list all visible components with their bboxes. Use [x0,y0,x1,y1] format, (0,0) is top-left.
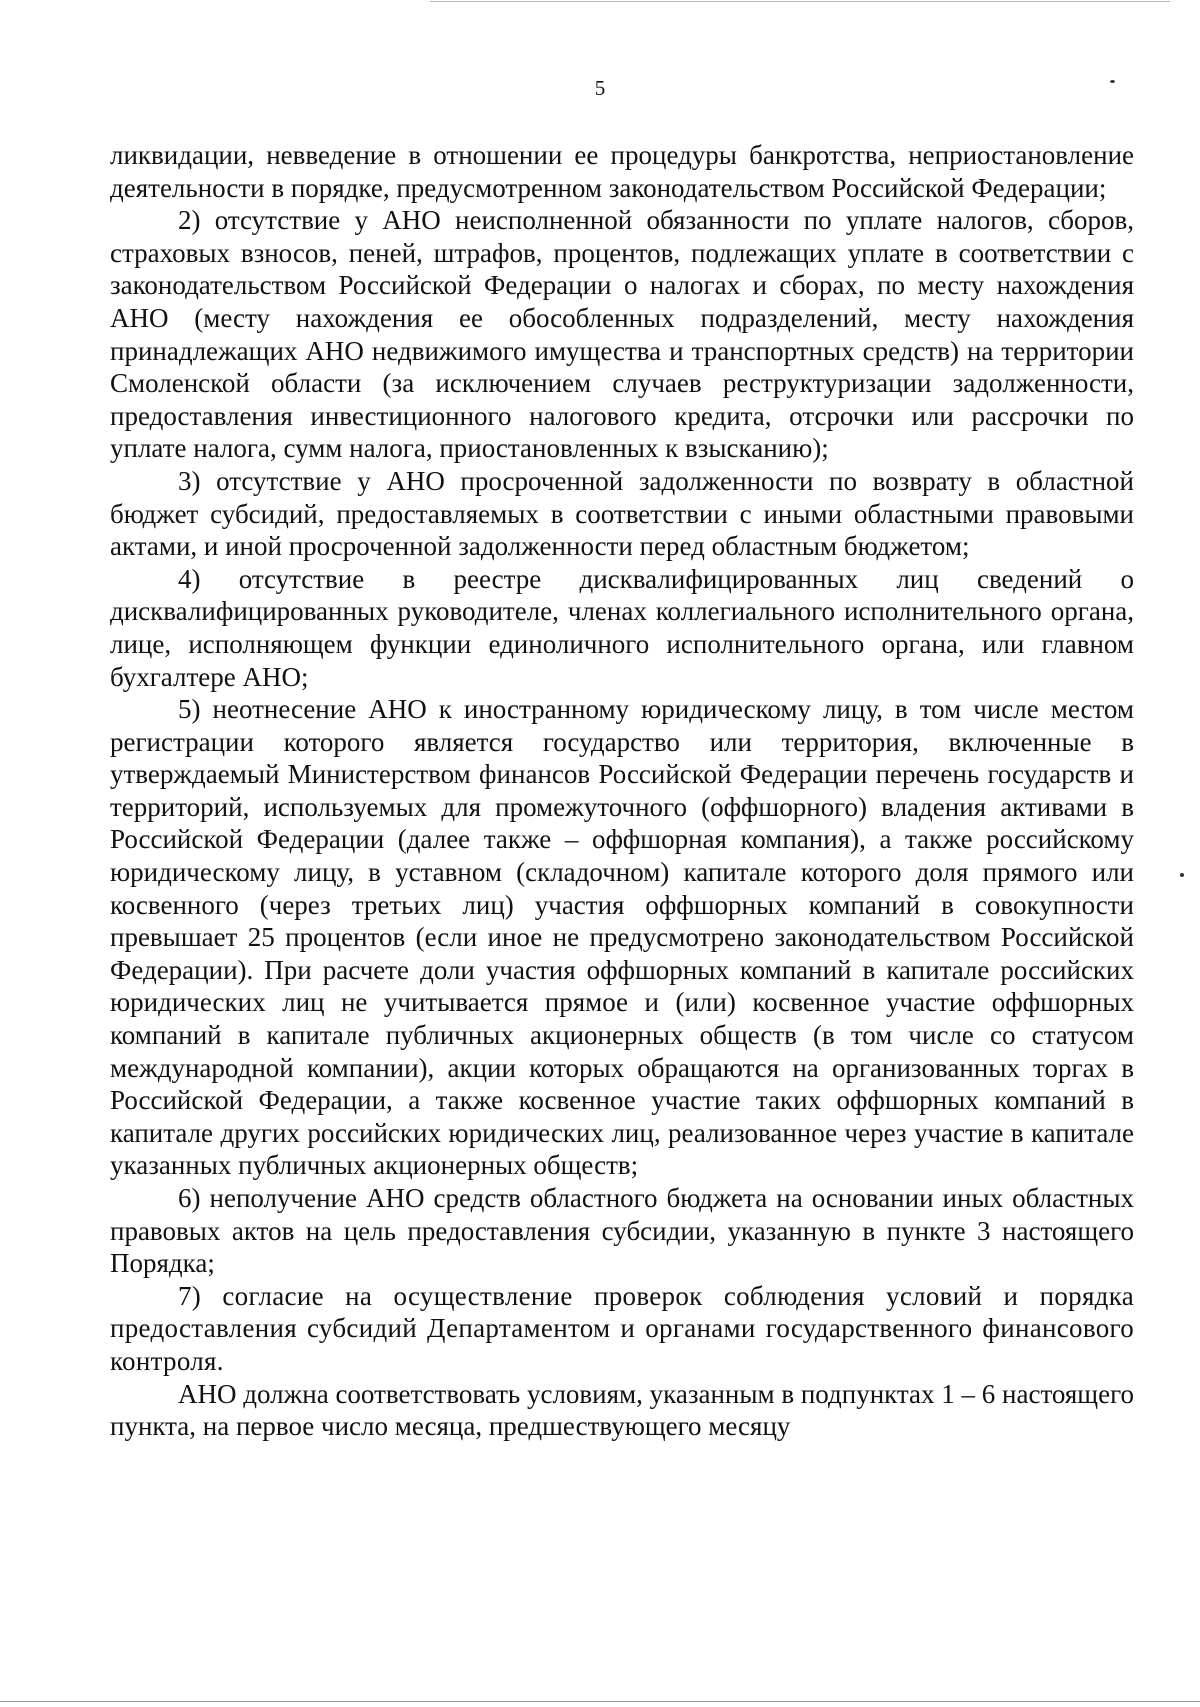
document-body [110,139,1134,1443]
scan-speck [1180,873,1184,877]
paragraph-item-6: 6) неполучение АНО средств областного бюджета на основании иных областных правовых актов на цель предоставления субсидии, указанную в пункте 3 настоящего Порядка; [110,1183,1134,1279]
scan-edge-line-bottom [0,1701,1200,1702]
paragraph-item-5: 5) неотнесение АНО к иностранному юридическому лицу, в том числе местом регистрации которого является государство или территория, включенные в утверждаемый Министерством финансов Российской Федерации перечень государств и территорий, используемых для промежуточного (оффшорного) владения активами в Российской Федерации (далее также – оффшорная компания), а также российскому юридическому лицу, в уставном (складочном) капитале которого доля прямого или косвенного (через третьих лиц) участия оффшорных компаний в совокупности превышает 25 процентов (если иное не предусмотрено законодательством Российской Федерации). При расчете доли участия оффшорных компаний в капитале российских юридических лиц не учитывается прямое и (или) косвенное участие оффшорных компаний в капитале публичных акционерных обществ (в том числе со статусом международной компании), акции которых обращаются на организованных торгах в Российской Федерации, а также косвенное участие таких оффшорных компаний в капитале других российских юридических лиц, реализованное через участие в капитале указанных публичных акционерных обществ; [110,694,1134,1181]
paragraph-item-4: 4) отсутствие в реестре дисквалифицированных лиц сведений о дисквалифицированных руководителе, членах коллегиального исполнительного органа, лице, исполняющем функции единоличного исполнительного органа, или главном бухгалтере АНО; [110,563,1134,692]
paragraph-item-3: 3) отсутствие у АНО просроченной задолженности по возврату в областной бюджет субсидий, предоставляемых в соответствии с иными областными правовыми актами, и иной просроченной задолженности перед областным бюджетом; [110,465,1134,562]
paragraph-conditions-note: АНО должна соответствовать условиям, указанным в подпунктах 1 – 6 настоящего пункта, на первое число месяца, предшествующего месяцу [110,1378,1134,1442]
page-number: 5 [594,76,606,100]
paragraph-item-7: 7) согласие на осуществление проверок соблюдения условий и порядка предоставления субсидий Департаментом и органами государственного финансового контроля. [110,1280,1134,1376]
scan-edge-line-top [430,1,1170,2]
paragraph-item-2: 2) отсутствие у АНО неисполненной обязанности по уплате налогов, сборов, страховых взносов, пеней, штрафов, процентов, подлежащих уплате в соответствии с законодательством Российской Федерации о налогах и сборах, по месту нахождения АНО (месту нахождения ее обособленных подразделений, месту нахождения принадлежащих АНО недвижимого имущества и транспортных средств) на территории Смоленской области (за исключением случаев реструктуризации задолженности, предоставления инвестиционного налогового кредита, отсрочки или рассрочки по уплате налога, сумм налога, приостановленных к взысканию); [110,205,1134,464]
paragraph-continuation: ликвидации, невведение в отношении ее процедуры банкротства, неприостановление деятельности в порядке, предусмотренном законодательством Российской Федерации; [110,140,1134,203]
